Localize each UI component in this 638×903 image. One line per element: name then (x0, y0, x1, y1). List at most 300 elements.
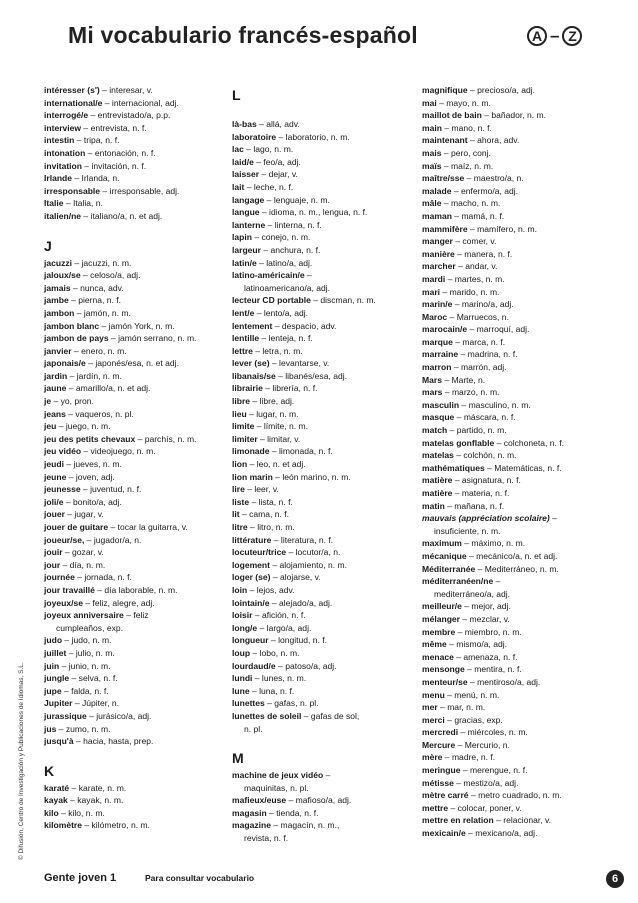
vocab-entry (232, 206, 412, 219)
entry-word: menu (422, 689, 445, 700)
entry-word: mafieux/euse (232, 795, 287, 806)
entry-word: maximum (422, 538, 462, 549)
vocab-entry (232, 622, 412, 635)
entry-word: matin (422, 500, 445, 511)
entry-translation: – pero, conj. (441, 147, 491, 158)
vocab-entry (422, 122, 602, 135)
entry-translation: – libanés/esa, adj. (275, 370, 347, 381)
vocab-entry (232, 634, 412, 647)
vocab-entry (44, 521, 224, 534)
vocab-entry (44, 408, 224, 421)
entry-translation: – león marino, n. m. (272, 471, 351, 482)
entry-translation: – maíz, n. m. (441, 160, 494, 171)
entry-word: jambon de pays (44, 333, 109, 344)
vocab-entry (232, 156, 412, 169)
vocab-entry (422, 789, 602, 802)
entry-word: mâle (422, 198, 442, 209)
entry-translation: – asignatura, n. f. (452, 475, 521, 486)
entry-word: intonation (44, 147, 86, 158)
entry-translation: – madre, n. f. (442, 752, 496, 763)
entry-word: loisir (232, 610, 253, 621)
entry-translation: – kilómetro, n. m. (82, 820, 150, 831)
vocab-entry (232, 471, 412, 484)
vocab-entry (44, 782, 224, 795)
page-title: Mi vocabulario francés-español (68, 22, 418, 48)
range-end-badge: Z (562, 26, 582, 46)
entry-word: Italie (44, 198, 64, 209)
entry-word: match (422, 425, 448, 436)
vocab-entry (232, 597, 412, 610)
entry-word: joueur/se, (44, 534, 85, 545)
entry-word: lune (232, 685, 250, 696)
entry-translation: – marroquí, adj. (467, 324, 530, 335)
entry-word: merci (422, 714, 445, 725)
entry-word: meilleur/e (422, 601, 462, 612)
entry-translation: – mar, n. m. (437, 702, 486, 713)
entry-translation: – nunca, adv. (70, 282, 124, 293)
entry-translation: – italiano/a, n. et adj. (81, 210, 163, 221)
vocab-entry (232, 483, 412, 496)
entry-translation: revista, n. f. (244, 833, 289, 844)
vocab-entry (422, 827, 602, 840)
vocab-entry (422, 714, 602, 727)
entry-word: loin (232, 584, 248, 595)
vocab-entry (44, 546, 224, 559)
vocab-entry (44, 483, 224, 496)
vocab-entry (44, 819, 224, 832)
entry-word: jambe (44, 295, 69, 306)
vocab-entry (232, 458, 412, 471)
vocab-entry (422, 651, 602, 664)
entry-word: métisse (422, 777, 454, 788)
entry-translation: – letra, n. m. (252, 345, 303, 356)
vocab-entry (422, 701, 602, 714)
entry-translation: – lago, n. m. (243, 144, 294, 155)
vocab-entry (422, 197, 602, 210)
vocab-entry (44, 534, 224, 547)
vocab-entry (232, 697, 412, 710)
entry-word: intéresser (s') (44, 85, 100, 95)
entry-translation: – afición, n. f. (252, 610, 306, 621)
entry-translation: – luna, n. f. (249, 685, 295, 696)
vocab-entry (422, 500, 602, 513)
entry-translation: – colocar, poner, v. (448, 802, 522, 813)
vocab-entry (232, 143, 412, 156)
vocab-entry (44, 395, 224, 408)
vocab-entry (44, 185, 224, 198)
vocab-entry (44, 584, 224, 597)
entry-word: langue (232, 207, 260, 218)
vocab-entry (44, 710, 224, 723)
entry-word: méditerranéen/ne (422, 576, 494, 587)
entry-word: juin (44, 660, 60, 671)
entry-word: lapin (232, 232, 252, 243)
entry-translation: – feliz, alegre, adj. (82, 597, 155, 608)
entry-translation: – litro, n. m. (247, 522, 295, 532)
entry-translation: – miércoles, n. m. (458, 727, 528, 738)
entry-translation: – gracias, exp. (444, 714, 503, 725)
vocab-entry (232, 320, 412, 333)
entry-translation: – menú, n. m. (444, 689, 500, 700)
entry-translation: – mañana, n. f. (444, 500, 505, 511)
entry-translation: – tocar la guitarra, v. (108, 522, 188, 532)
entry-word: menace (422, 651, 454, 662)
section-gap (44, 748, 224, 760)
vocab-entry (232, 395, 412, 408)
entry-word: lourdaud/e (232, 660, 276, 671)
entry-word: manger (422, 236, 453, 247)
entry-word: jambon (44, 307, 75, 318)
vocab-entry (44, 622, 224, 635)
vocab-entry (44, 147, 224, 160)
entry-translation: – (323, 770, 331, 781)
entry-word: janvier (44, 345, 72, 356)
entry-word: jeans (44, 408, 66, 419)
vocab-entry (422, 109, 602, 122)
entry-word: lentille (232, 333, 260, 344)
entry-word: irresponsable (44, 185, 101, 196)
entry-translation: – celoso/a, adj. (80, 270, 141, 281)
entry-translation: – jugador/a, n. (84, 534, 142, 545)
vocab-entry (422, 160, 602, 173)
entry-translation: – tienda, n. f. (266, 807, 319, 818)
vocab-entry (232, 521, 412, 534)
vocab-entry (422, 248, 602, 261)
vocab-entry (232, 534, 412, 547)
entry-word: jeunesse (44, 484, 81, 495)
entry-translation: – feliz (123, 610, 149, 621)
entry-translation: – manera, n. f. (454, 248, 513, 259)
entry-word: juillet (44, 647, 67, 658)
entry-word: mathématiques (422, 462, 485, 473)
entry-word: jamais (44, 282, 71, 293)
entry-translation: – bañador, n. m. (481, 110, 546, 121)
entry-translation: – dejar, v. (259, 169, 298, 180)
entry-translation: – martes, n. m. (445, 273, 505, 284)
vocab-entry (232, 118, 412, 131)
entry-word: mètre carré (422, 790, 469, 801)
vocab-entry (422, 223, 602, 236)
entry-word: marraine (422, 349, 459, 360)
entry-translation: – mecánico/a, n. et adj. (466, 550, 558, 561)
entry-word: marque (422, 336, 453, 347)
vocab-entry (422, 399, 602, 412)
vocab-entry (44, 332, 224, 345)
vocab-entry (422, 84, 602, 97)
vocab-entry (422, 210, 602, 223)
vocab-entry (422, 525, 602, 538)
vocab-entry (422, 273, 602, 286)
entry-translation: – julio, n. m. (66, 647, 115, 658)
entry-translation: – mejor, adj. (461, 601, 511, 612)
entry-word: menteur/se (422, 676, 468, 687)
entry-word: jusqu'à (44, 736, 74, 747)
vocab-entry (44, 458, 224, 471)
entry-word: matelas (422, 450, 454, 461)
letter-heading: K (44, 762, 55, 779)
entry-translation: – jamón York, n. m. (99, 320, 175, 331)
range-separator: – (550, 26, 560, 45)
entry-translation: – merengue, n. f. (460, 765, 528, 776)
vocab-entry (422, 437, 602, 450)
vocab-entry (44, 357, 224, 370)
vocab-entry (422, 336, 602, 349)
vocab-entry (422, 626, 602, 639)
entry-translation: – feo/a, adj. (253, 156, 301, 167)
vocab-entry (422, 802, 602, 815)
entry-translation: – kayak, n. m. (67, 795, 124, 806)
vocab-entry (232, 357, 412, 370)
entry-word: main (422, 122, 442, 133)
entry-translation: – leche, n. f. (244, 181, 294, 192)
vocab-entry (422, 739, 602, 752)
entry-word: mari (422, 286, 441, 297)
vocab-entry (44, 282, 224, 295)
vocab-entry (232, 332, 412, 345)
entry-translation: – despacio, adv. (272, 320, 337, 331)
entry-word: mammifère (422, 223, 468, 234)
vocab-entry (422, 462, 602, 475)
entry-translation: – librería, n. f. (262, 383, 318, 394)
entry-translation: – interesar, v. (99, 85, 153, 95)
range-start-badge: A (527, 26, 547, 46)
vocab-entry (44, 97, 224, 110)
entry-translation: – mentira, n. f. (464, 664, 522, 675)
entry-translation: – irresponsable, adj. (100, 185, 180, 196)
vocab-entry (232, 219, 412, 232)
vocab-entry (232, 445, 412, 458)
entry-translation: – linterna, n. f. (265, 219, 322, 230)
entry-word: marin/e (422, 299, 453, 310)
entry-word: loger (se) (232, 572, 271, 583)
vocab-entry (44, 597, 224, 610)
vocab-entry (422, 361, 602, 374)
entry-word: meringue (422, 765, 461, 776)
entry-word: mettre (422, 802, 449, 813)
entry-translation: – Marruecos, n. (447, 311, 509, 322)
entry-word: kayak (44, 795, 68, 806)
entry-word: lieu (232, 408, 247, 419)
vocab-entry (422, 563, 602, 576)
vocab-entry (232, 723, 412, 736)
entry-word: magasin (232, 807, 267, 818)
entry-translation: – libre, adj. (250, 396, 295, 407)
entry-word: Mercure (422, 739, 456, 750)
entry-word: jardin (44, 370, 68, 381)
entry-word: Mars (422, 374, 442, 385)
page-number: 6 (606, 870, 624, 888)
vocab-entry (422, 411, 602, 424)
vocab-entry (422, 764, 602, 777)
vocab-entry (232, 807, 412, 820)
entry-word: limite (232, 421, 255, 432)
letter-heading: M (232, 750, 244, 767)
vocab-entry (44, 160, 224, 173)
entry-word: limonade (232, 446, 270, 457)
entry-translation: – yo, pron. (51, 396, 94, 407)
entry-translation: – tripa, n. f. (74, 135, 120, 146)
vocab-entry (232, 559, 412, 572)
entry-translation: – relacionar, v. (493, 815, 552, 826)
entry-translation: – lento/a, adj. (254, 307, 309, 318)
vocab-entry (44, 794, 224, 807)
entry-word: mars (422, 387, 443, 398)
entry-translation: – Júpiter, n. (72, 698, 120, 709)
entry-translation: – judo, n. m. (62, 635, 112, 646)
vocab-entry (422, 386, 602, 399)
entry-word: machine de jeux vidéo (232, 770, 324, 781)
entry-translation: – largo/a, adj. (257, 622, 312, 633)
entry-translation: – juego, n. m. (56, 421, 111, 432)
vocab-entry (44, 345, 224, 358)
vocab-entry (422, 613, 602, 626)
entry-word: kilomètre (44, 820, 83, 831)
entry-word: lunettes de soleil (232, 710, 302, 721)
entry-word: marocain/e (422, 324, 468, 335)
vocab-entry (422, 134, 602, 147)
column-2 (232, 84, 412, 845)
vocab-entry (232, 832, 412, 845)
entry-translation: – Italia, n. (63, 198, 103, 209)
entry-translation: – (304, 270, 312, 281)
vocab-entry (422, 474, 602, 487)
vocab-entry (44, 109, 224, 122)
entry-translation: – macho, n. m. (441, 198, 501, 209)
entry-word: mauvais (appréciation scolaire) (422, 513, 550, 524)
entry-word: laid/e (232, 156, 254, 167)
entry-translation: – mano, n. f. (441, 122, 492, 133)
entry-translation: – maestro/a, n. (464, 173, 524, 184)
entry-translation: maquinitas, n. pl. (244, 782, 309, 793)
vocab-entry (422, 689, 602, 702)
entry-word: jacuzzi (44, 257, 73, 268)
vocab-entry (232, 546, 412, 559)
entry-translation: – mamá, n. f. (451, 210, 505, 221)
entry-word: jambon blanc (44, 320, 100, 331)
vocab-entry (232, 609, 412, 622)
vocab-entry (44, 370, 224, 383)
entry-word: matière (422, 488, 453, 498)
entry-translation: – conejo, n. m. (251, 232, 311, 243)
entry-translation: – Marte, n. (441, 374, 486, 385)
vocab-entry (44, 647, 224, 660)
vocab-entry (422, 487, 602, 500)
entry-word: jouir (44, 547, 63, 558)
entry-word: maman (422, 210, 452, 221)
entry-word: latin/e (232, 257, 257, 268)
entry-word: locuteur/trice (232, 547, 287, 558)
entry-word: mécanique (422, 550, 467, 561)
entry-translation: – colchón, n. m. (453, 450, 517, 461)
entry-translation: – Irlanda, n. (72, 173, 120, 184)
vocab-entry (44, 294, 224, 307)
vocab-entry (232, 307, 412, 320)
entry-translation: – marido, n. m. (440, 286, 500, 297)
entry-translation: – latino/a, adj. (256, 257, 313, 268)
entry-translation: latinoamericano/a, adj. (244, 282, 330, 293)
entry-translation: – invitación, n. f. (82, 160, 147, 171)
entry-word: jour (44, 559, 61, 570)
entry-word: mélanger (422, 613, 461, 624)
vocab-entry (232, 782, 412, 795)
entry-word: jeu (44, 421, 57, 432)
entry-translation: – jamón, n. m. (74, 307, 131, 318)
entry-translation: – pierna, n. f. (68, 295, 121, 306)
entry-translation: – amenaza, n. f. (453, 651, 518, 662)
entry-translation: – (493, 576, 501, 587)
entry-word: longueur (232, 635, 269, 646)
entry-word: intestin (44, 135, 75, 146)
entry-word: lettre (232, 345, 253, 356)
entry-word: lanterne (232, 219, 266, 230)
entry-word: long/e (232, 622, 258, 633)
entry-word: maïs (422, 160, 442, 171)
entry-word: litre (232, 522, 248, 532)
vocab-entry (422, 449, 602, 462)
vocab-entry (232, 496, 412, 509)
entry-translation: – kilo, n. m. (58, 807, 105, 818)
vocab-entry (44, 471, 224, 484)
entry-translation: – limitar, v. (257, 433, 301, 444)
vocab-entry (44, 660, 224, 673)
vocab-entry (44, 807, 224, 820)
entry-translation: – allá, adv. (256, 119, 300, 129)
vocab-entry (422, 550, 602, 563)
entry-word: libre (232, 396, 251, 407)
entry-word: lion (232, 459, 248, 470)
entry-translation: – jardín, n. m. (67, 370, 122, 381)
entry-word: lundi (232, 673, 253, 684)
entry-word: littérature (232, 534, 272, 545)
entry-word: marron (422, 362, 452, 373)
entry-word: latino-américain/e (232, 270, 305, 281)
entry-word: joyeux/se (44, 597, 83, 608)
entry-translation: – masculino, n. m. (459, 399, 531, 410)
footer-subtitle: Para consultar vocabulario (145, 873, 255, 883)
entry-word: logement (232, 559, 270, 570)
entry-word: international/e (44, 97, 103, 108)
entry-word: Jupiter (44, 698, 73, 709)
vocab-entry (44, 445, 224, 458)
entry-translation: – entrevistado/a, p.p. (88, 110, 171, 121)
vocab-entry (422, 751, 602, 764)
entry-translation: – comer, v. (452, 236, 497, 247)
entry-translation: – madrina, n. f. (458, 349, 518, 360)
entry-translation: – ahora, adv. (467, 135, 520, 146)
entry-translation: – entonación, n. f. (85, 147, 156, 158)
entry-translation: – metro cuadrado, n. m. (468, 790, 562, 801)
vocab-entry (44, 210, 224, 223)
entry-word: mai (422, 97, 437, 108)
entry-translation: – magacín, n. m., (270, 820, 340, 831)
entry-translation: – laboratorio, n. m. (276, 131, 350, 142)
vocab-entry (422, 537, 602, 550)
entry-word: masculin (422, 399, 460, 410)
entry-translation: – leo, n. et adj. (247, 459, 306, 470)
entry-word: jouer (44, 509, 65, 520)
entry-word: manière (422, 248, 455, 259)
vocab-entry (232, 685, 412, 698)
entry-word: lent/e (232, 307, 255, 318)
section-gap (44, 223, 224, 235)
entry-translation: – gozar, v. (62, 547, 104, 558)
vocab-entry (422, 172, 602, 185)
entry-word: matière (422, 475, 453, 486)
vocab-entry (422, 638, 602, 651)
vocab-entry (232, 257, 412, 270)
entry-word: jus (44, 723, 57, 734)
entry-translation: – amarillo/a, n. et adj. (66, 383, 151, 394)
